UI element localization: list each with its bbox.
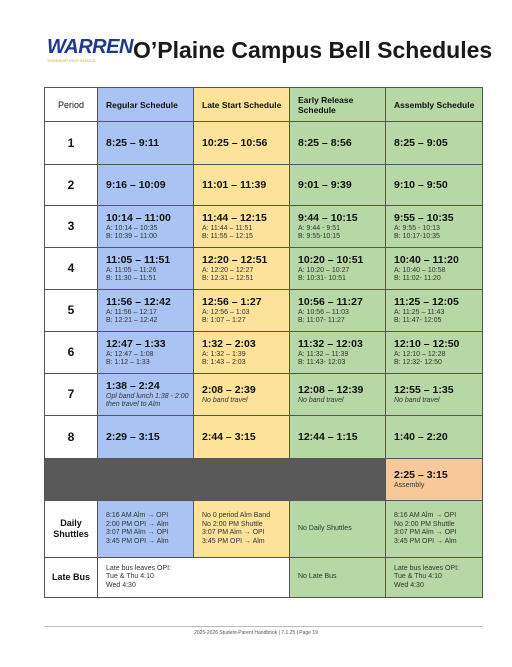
lunch-a: A: 10:14 – 10:35 (106, 224, 158, 232)
period-time: 10:14 – 11:00 (106, 211, 171, 224)
shuttle-line: No 2:00 PM Shuttle (202, 520, 263, 528)
period-number: 8 (45, 416, 98, 459)
late-bus-label: Late Bus (45, 558, 98, 598)
period-number: 2 (45, 165, 98, 206)
lunch-a: A: 12:20 – 12:27 (202, 266, 254, 274)
shuttles-row (45, 501, 483, 558)
shuttle-line: 2:00 PM OPI → Alm (106, 520, 169, 528)
early-release-header: Early Release Schedule (290, 88, 386, 122)
period-number: 6 (45, 332, 98, 374)
shuttle-line: 3:07 PM Alm → OPI (394, 529, 457, 536)
lunch-a: A: 9:55 - 10:13 (394, 224, 440, 232)
period-time: 10:20 – 10:51 (298, 253, 364, 266)
late-bus-row (45, 558, 483, 598)
lunch-b: B: 1:07 – 1:27 (202, 317, 246, 324)
period-time: 12:08 – 12:39 (298, 383, 364, 396)
period-time: 11:32 – 12:03 (298, 337, 363, 350)
period-header: Period (45, 88, 98, 122)
period-row (45, 248, 483, 290)
lunch-b: B: 1:12 – 1:33 (106, 359, 150, 366)
lunch-b: B: 12:32- 12:50 (394, 359, 442, 366)
period-time: 9:01 – 9:39 (298, 178, 352, 191)
shuttle-line: 3:45 PM OPI → Alm (202, 537, 265, 545)
shuttle-line: 3:45 PM OPI → Alm (394, 537, 457, 545)
period-time: 9:10 – 9:50 (394, 178, 448, 191)
lunch-b: B: 1:43 – 2:03 (202, 359, 246, 366)
lunch-a: A: 10:20 – 10:27 (298, 266, 350, 274)
period-time: 10:56 – 11:27 (298, 295, 363, 308)
period-time: 12:56 – 1:27 (202, 295, 262, 308)
period-time: 8:25 – 9:05 (394, 136, 448, 149)
lunch-a: A: 11:25 – 11:43 (394, 308, 445, 316)
lunch-b: B: 12:21 – 12:42 (106, 317, 158, 324)
period-row (45, 416, 483, 459)
band-note: Opl band lunch 1:38 - 2:00 then travel to Alm (106, 392, 189, 408)
shuttle-line: 3:07 PM Alm → OPI (202, 529, 265, 536)
header-row (45, 88, 483, 122)
logo-subtitle: TOWNSHIP HIGH SCHOOL (47, 59, 97, 63)
period-time: 9:44 – 10:15 (298, 211, 358, 224)
period-time: 11:01 – 11:39 (202, 178, 267, 191)
period-number: 7 (45, 374, 98, 416)
shuttle-line: 3:07 PM Alm → OPI (106, 529, 169, 536)
lunch-a: A: 10:40 – 10:58 (394, 266, 446, 274)
lunch-b: B: 11:47- 12:05 (394, 317, 442, 324)
lunch-a: A: 12:47 – 1:08 (106, 350, 154, 358)
period-time: 11:56 – 12:42 (106, 295, 171, 308)
period-time: 9:16 – 10:09 (106, 178, 166, 191)
shuttle-line: 8:16 AM Alm → OPI (106, 512, 169, 519)
footer-divider (44, 626, 482, 627)
lunch-b: B: 11:07- 11:27 (298, 317, 345, 324)
shuttle-line: 8:16 AM Alm → OPI (394, 512, 457, 519)
lunch-b: B: 11:43- 12:03 (298, 359, 346, 366)
lunch-b: B: 12:31 – 12:51 (202, 275, 254, 282)
lunch-a: A: 9:44 - 9:51 (298, 224, 341, 232)
period-row (45, 165, 483, 206)
lunch-b: B: 9:55-10:15 (298, 233, 341, 240)
band-note: No band travel (202, 396, 248, 404)
period-time: 1:40 – 2:20 (394, 430, 448, 443)
period-time: 10:25 – 10:56 (202, 136, 268, 149)
shuttle-line: No 2:00 PM Shuttle (394, 520, 455, 528)
page-footer: 2025-2026 Student-Parent Handbook | 7.1.25 | Page 19 (194, 630, 318, 636)
logo-word: WARREN (47, 36, 133, 58)
lunch-a: A: 10:56 – 11:03 (298, 308, 349, 316)
period-time: 12:10 – 12:50 (394, 337, 460, 350)
shuttle-line: 3:45 PM OPI → Alm (106, 537, 169, 545)
period-row (45, 290, 483, 332)
period-time: 1:38 – 2:24 (106, 379, 160, 392)
period-time: 11:44 – 12:15 (202, 211, 267, 224)
late-bus-line: Tue & Thu 4:10 (106, 573, 154, 581)
page-title: O’Plaine Campus Bell Schedules (133, 37, 493, 63)
period-time: 12:20 – 12:51 (202, 253, 268, 266)
late-bus-line: Tue & Thu 4:10 (394, 573, 442, 581)
period-time: 12:55 – 1:35 (394, 383, 454, 396)
lunch-a: A: 11:05 – 11:26 (106, 266, 157, 274)
band-note: No band travel (394, 396, 440, 404)
lunch-a: A: 1:32 – 1:39 (202, 350, 246, 358)
period-time: 1:32 – 2:03 (202, 337, 256, 350)
shuttle-line: No 0 period Alm Band (202, 512, 271, 519)
assembly-row (45, 459, 483, 501)
period-time: 2:44 – 3:15 (202, 430, 256, 443)
period-number: 3 (45, 206, 98, 248)
period-time: 11:25 – 12:05 (394, 295, 459, 308)
late-bus-line: Wed 4:30 (394, 581, 424, 589)
period-time: 8:25 – 9:11 (106, 136, 160, 149)
period-row (45, 374, 483, 416)
assembly-label: Assembly (394, 481, 425, 489)
period-time: 2:29 – 3:15 (106, 430, 160, 443)
lunch-a: A: 12:56 – 1:03 (202, 308, 250, 316)
period-time: 12:47 – 1:33 (106, 337, 166, 350)
lunch-b: B: 10:39 – 11:00 (106, 233, 157, 240)
blank-dark-block (45, 459, 386, 501)
lunch-a: A: 11:44 – 11:51 (202, 224, 253, 232)
assembly-header: Assembly Schedule (386, 88, 483, 122)
period-time: 8:25 – 8:56 (298, 136, 352, 149)
late-bus-line: Late bus leaves OPI: (106, 564, 171, 572)
lunch-a: A: 11:32 – 11:39 (298, 350, 349, 358)
period-number: 1 (45, 122, 98, 165)
lunch-b: B: 11:55 – 12:15 (202, 233, 253, 240)
lunch-b: B: 11:02- 11:20 (394, 275, 441, 282)
period-row (45, 332, 483, 374)
lunch-b: B: 10:31- 10:51 (298, 275, 346, 282)
period-row (45, 206, 483, 248)
period-number: 5 (45, 290, 98, 332)
shuttle-line: No Daily Shuttles (298, 524, 352, 532)
period-time: 2:08 – 2:39 (202, 383, 256, 396)
late-bus-line: No Late Bus (298, 573, 337, 581)
late-bus-line: Wed 4:30 (106, 581, 136, 589)
period-time: 10:40 – 11:20 (394, 253, 459, 266)
assembly-time: 2:25 – 3:15 (394, 468, 448, 481)
late-start-header: Late Start Schedule (194, 88, 290, 122)
shuttles-label: Daily Shuttles (45, 501, 98, 558)
lunch-a: A: 12:10 – 12:28 (394, 350, 446, 358)
period-time: 11:05 – 11:51 (106, 253, 171, 266)
regular-header: Regular Schedule (98, 88, 194, 122)
period-time: 9:55 – 10:35 (394, 211, 454, 224)
band-note: No band travel (298, 396, 344, 404)
bell-schedule-table (44, 87, 483, 598)
late-bus-line: Late bus leaves OPI: (394, 564, 459, 572)
lunch-b: B: 11:30 – 11:51 (106, 275, 157, 282)
lunch-a: A: 11:56 – 12:17 (106, 308, 157, 316)
period-number: 4 (45, 248, 98, 290)
period-time: 12:44 – 1:15 (298, 430, 358, 443)
period-row (45, 122, 483, 165)
warren-logo (47, 36, 133, 69)
lunch-b: B: 10:17-10:35 (394, 233, 440, 240)
